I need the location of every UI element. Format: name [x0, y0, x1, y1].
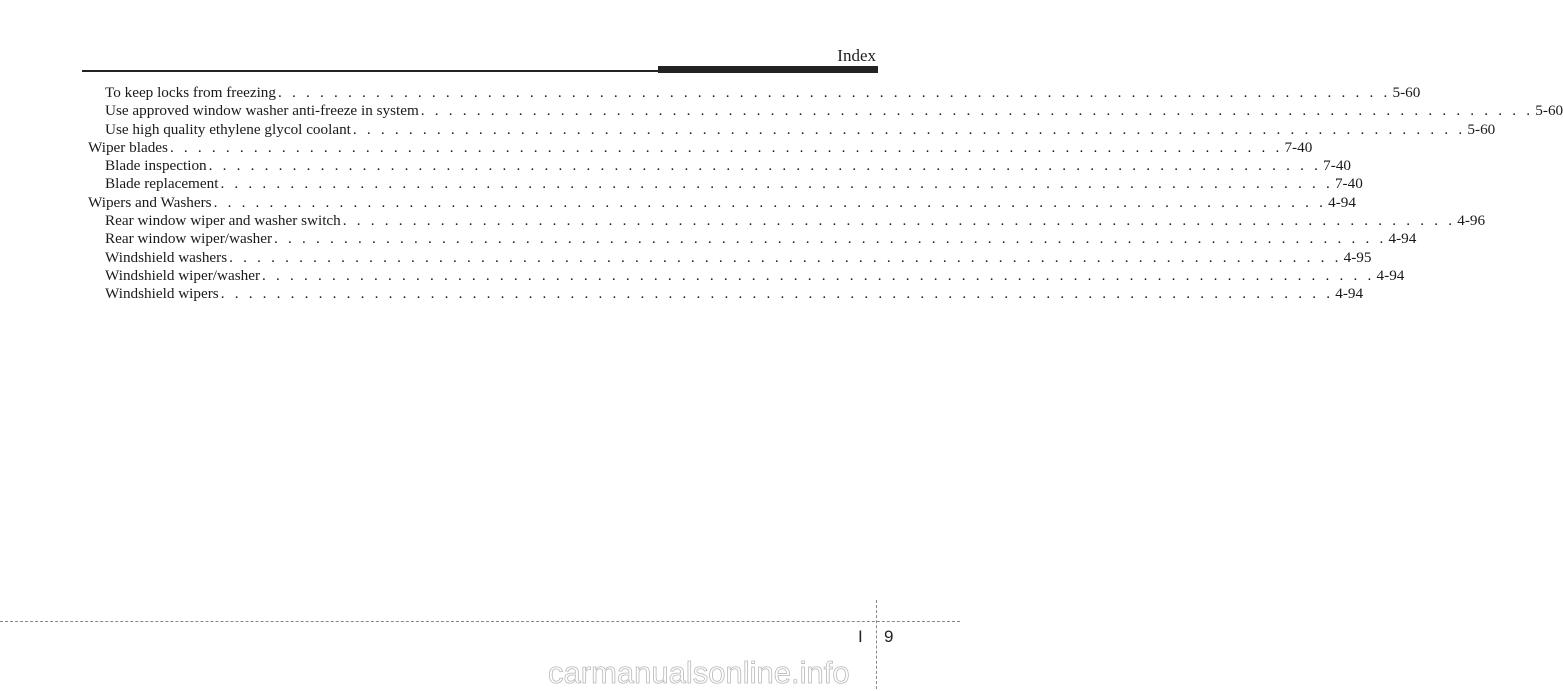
dot-leader: . . . . . . . . . . . . . . . . . . . . . . . . . . . . . . . . . . . . . . . . . . . . . . . . . . . . . . . . . . . . . . . . . . . . . . . . . . . . . . . .: [262, 266, 1375, 284]
index-entry: [88, 84, 1421, 102]
index-entry-page: 4-94: [1335, 285, 1364, 303]
index-entry-page: 4-94: [1376, 266, 1405, 284]
dot-leader: . . . . . . . . . . . . . . . . . . . . . . . . . . . . . . . . . . . . . . . . . . . . . . . . . . . . . . . . . . . . . . . . . . . . . . . . . . . . . . . .: [213, 193, 1327, 211]
index-entry: [88, 138, 1313, 157]
watermark-logo: carmanualsonline.info: [548, 655, 850, 690]
dot-leader: . . . . . . . . . . . . . . . . . . . . . . . . . . . . . . . . . . . . . . . . . . . . . . . . . . . . . . . . . . . . . . . . . . . . . . . . . . . . . . . .: [342, 212, 1456, 230]
footer-section-letter: I: [858, 627, 863, 646]
dot-leader: . . . . . . . . . . . . . . . . . . . . . . . . . . . . . . . . . . . . . . . . . . . . . . . . . . . . . . . . . . . . . . . . . . . . . . . . . . . . . . . .: [220, 175, 1333, 193]
dot-leader: . . . . . . . . . . . . . . . . . . . . . . . . . . . . . . . . . . . . . . . . . . . . . . . . . . . . . . . . . . . . . . . . . . . . . . . . . . . . . . . .: [352, 120, 1466, 138]
footer-page-number: 9: [884, 627, 894, 646]
dot-leader: . . . . . . . . . . . . . . . . . . . . . . . . . . . . . . . . . . . . . . . . . . . . . . . . . . . . . . . . . . . . . . . . . . . . . . . . . . . . . . . .: [208, 157, 1322, 175]
dot-leader: . . . . . . . . . . . . . . . . . . . . . . . . . . . . . . . . . . . . . . . . . . . . . . . . . . . . . . . . . . . . . . . . . . . . . . . . . . . . . . . .: [274, 230, 1387, 248]
index-entry-term: Rear window wiper and washer switch: [105, 212, 341, 230]
index-entry-term: Windshield washers: [105, 248, 228, 266]
index-list: [88, 84, 1563, 304]
index-entry: [88, 230, 1417, 248]
index-entry-term: Rear window wiper/washer: [105, 230, 273, 248]
index-entry-page: 4-96: [1457, 212, 1486, 230]
header-rule: [82, 70, 662, 72]
index-entry: [88, 102, 1563, 120]
index-entry-page: 5-60: [1467, 120, 1496, 138]
index-entry-term: Use approved window washer anti-freeze in system: [105, 102, 419, 120]
index-entry-page: 5-60: [1535, 102, 1563, 120]
index-entry: [88, 175, 1363, 193]
index-entry-term: Windshield wiper/washer: [105, 266, 261, 284]
index-entry-page: 7-40: [1334, 175, 1363, 193]
index-entry-page: 4-94: [1328, 193, 1356, 211]
index-entry-term: Wipers and Washers: [88, 193, 212, 211]
index-entry-term: Blade inspection: [105, 157, 207, 175]
header-rule-bold: [658, 66, 878, 73]
index-entry-page: 4-95: [1343, 248, 1372, 266]
index-entry: [88, 157, 1352, 175]
footer-divider: [0, 621, 960, 622]
section-title: Index: [837, 46, 876, 65]
index-entry-term: Use high quality ethylene glycol coolant: [105, 120, 351, 138]
footer-vertical-divider: [876, 600, 877, 689]
dot-leader: . . . . . . . . . . . . . . . . . . . . . . . . . . . . . . . . . . . . . . . . . . . . . . . . . . . . . . . . . . . . . . . . . . . . . . . . . . . . . . . .: [229, 248, 1342, 266]
index-entry: [88, 212, 1486, 230]
index-entry: [88, 120, 1496, 139]
index-entry: [88, 285, 1364, 303]
dot-leader: . . . . . . . . . . . . . . . . . . . . . . . . . . . . . . . . . . . . . . . . . . . . . . . . . . . . . . . . . . . . . . . . . . . . . . . . . . . . . . . .: [278, 84, 1391, 101]
index-entry-page: 7-40: [1323, 157, 1352, 175]
index-entry-term: To keep locks from freezing: [105, 84, 276, 101]
index-entry: [88, 248, 1372, 267]
index-entry-page: 4-94: [1388, 230, 1417, 248]
index-entry-term: Blade replacement: [105, 175, 219, 193]
index-entry-term: Wiper blades: [88, 138, 168, 156]
dot-leader: . . . . . . . . . . . . . . . . . . . . . . . . . . . . . . . . . . . . . . . . . . . . . . . . . . . . . . . . . . . . . . . . . . . . . . . . . . . . . . . .: [220, 285, 1334, 303]
dot-leader: . . . . . . . . . . . . . . . . . . . . . . . . . . . . . . . . . . . . . . . . . . . . . . . . . . . . . . . . . . . . . . . . . . . . . . . . . . . . . . . .: [420, 102, 1534, 120]
dot-leader: . . . . . . . . . . . . . . . . . . . . . . . . . . . . . . . . . . . . . . . . . . . . . . . . . . . . . . . . . . . . . . . . . . . . . . . . . . . . . . . .: [169, 138, 1283, 156]
index-entry-page: 5-60: [1392, 84, 1421, 101]
index-entry-term: Windshield wipers: [105, 285, 219, 303]
index-entry: [88, 266, 1405, 285]
index-entry: [88, 193, 1356, 212]
index-entry-page: 7-40: [1284, 138, 1313, 156]
